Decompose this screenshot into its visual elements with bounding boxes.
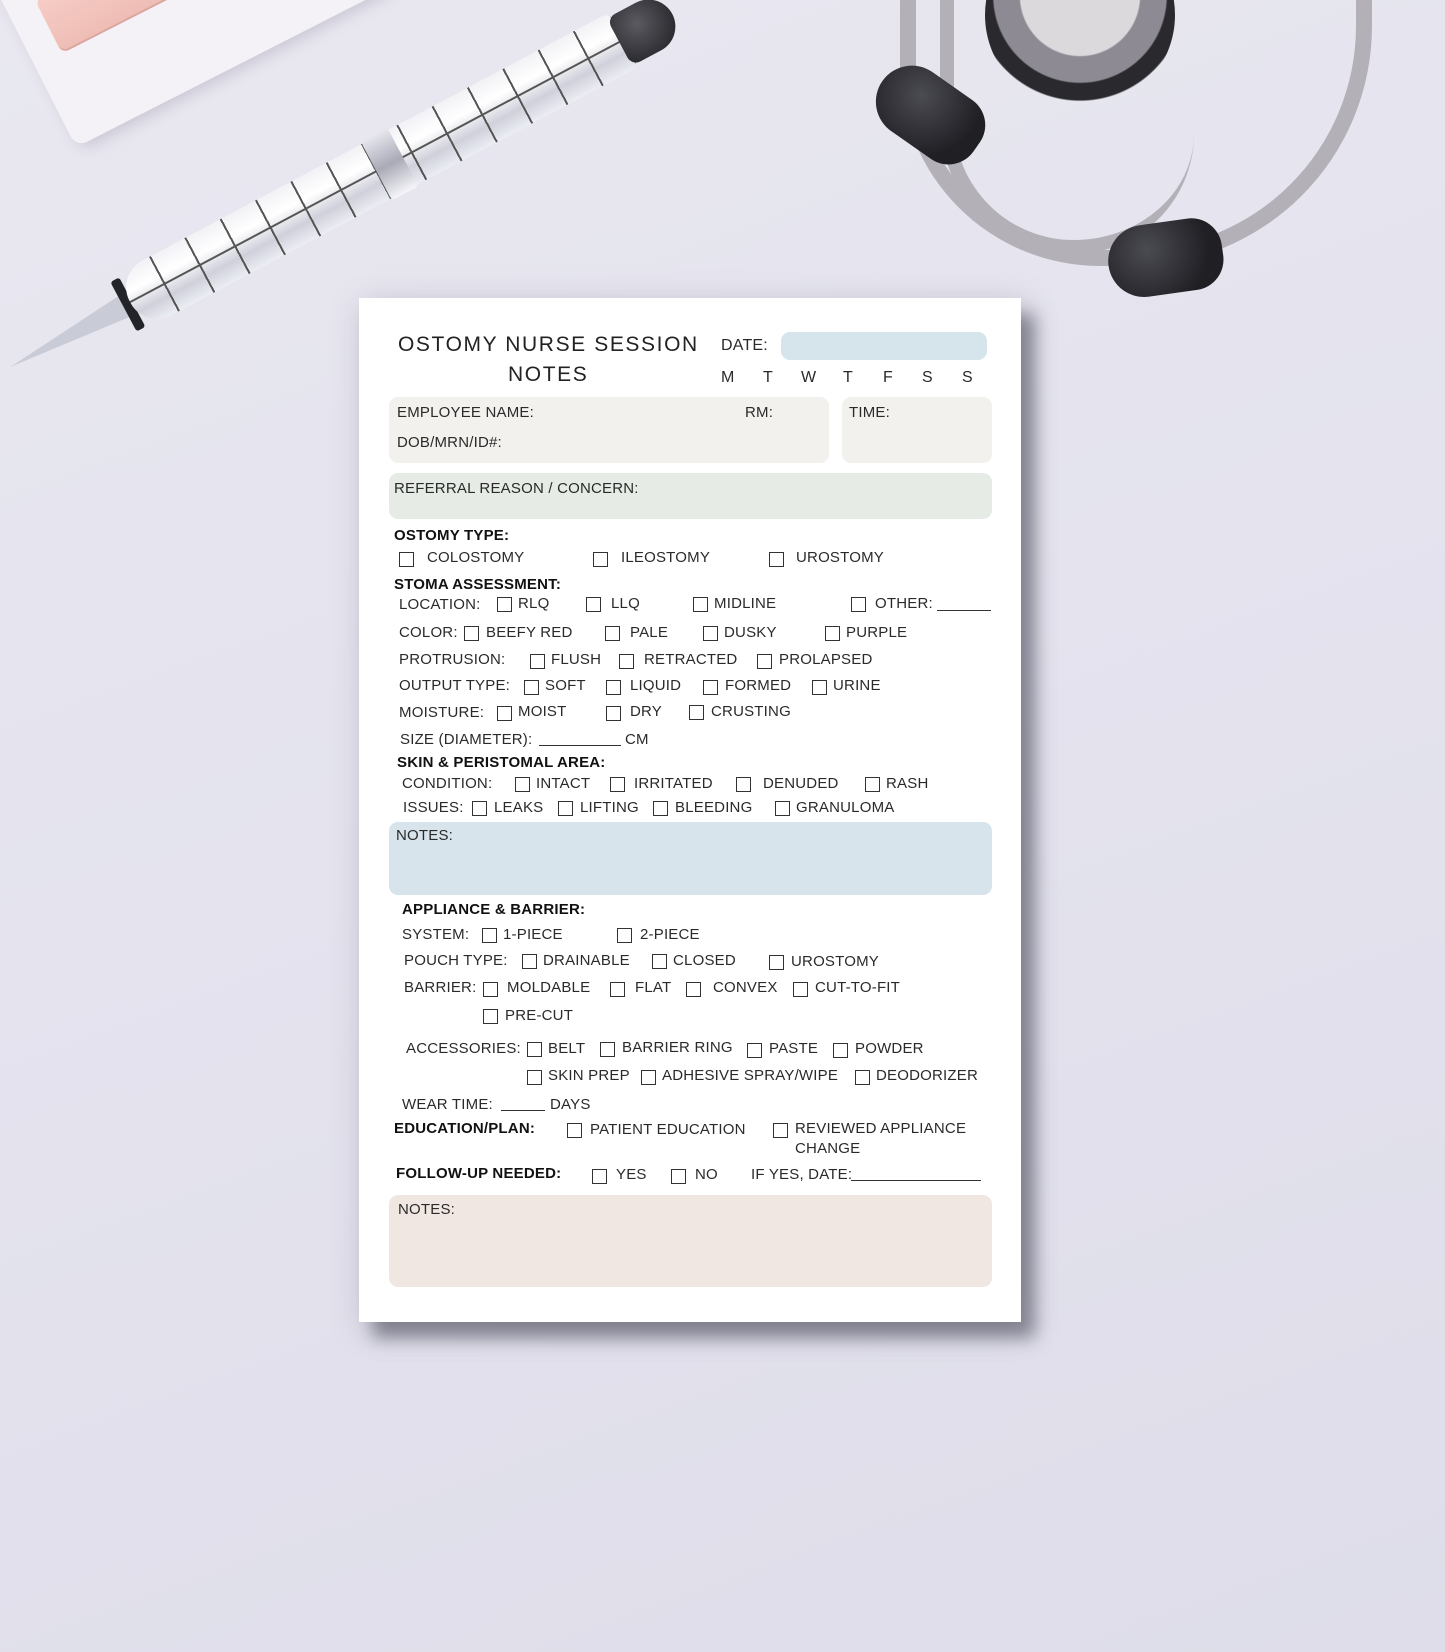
- color-dusky-checkbox[interactable]: [703, 626, 718, 641]
- protrusion-retracted-checkbox[interactable]: [619, 654, 634, 669]
- issues-bleeding-label: BLEEDING: [675, 799, 753, 816]
- accessory-deodorizer-checkbox[interactable]: [855, 1070, 870, 1085]
- weekday-thursday[interactable]: T: [843, 369, 853, 386]
- color-pale-label: PALE: [630, 624, 669, 641]
- reviewed-appliance-change-checkbox[interactable]: [773, 1123, 788, 1138]
- keyboard: [0, 0, 397, 147]
- issues-lifting-checkbox[interactable]: [558, 801, 573, 816]
- barrier-convex-checkbox[interactable]: [686, 982, 701, 997]
- condition-intact-label: INTACT: [536, 775, 591, 792]
- ostomy-session-form: [359, 298, 1021, 1322]
- location-midline-label: MIDLINE: [714, 595, 777, 612]
- accessory-powder-label: POWDER: [855, 1040, 924, 1057]
- accessory-belt-label: BELT: [548, 1040, 586, 1057]
- accessory-skin-prep-label: SKIN PREP: [548, 1067, 630, 1084]
- accessory-adhesive-spray-label: ADHESIVE SPRAY/WIPE: [662, 1067, 839, 1084]
- education-plan-heading: EDUCATION/PLAN:: [394, 1120, 536, 1137]
- date-field[interactable]: [781, 332, 987, 360]
- condition-intact-checkbox[interactable]: [515, 777, 530, 792]
- color-beefy-red-checkbox[interactable]: [464, 626, 479, 641]
- output-formed-checkbox[interactable]: [703, 680, 718, 695]
- issues-bleeding-checkbox[interactable]: [653, 801, 668, 816]
- output-urine-label: URINE: [833, 677, 881, 694]
- date-label: DATE:: [721, 337, 768, 354]
- output-soft-label: SOFT: [545, 677, 586, 694]
- moisture-dry-label: DRY: [630, 703, 662, 720]
- ostomy-type-heading: OSTOMY TYPE:: [394, 527, 510, 544]
- pouch-type-label: POUCH TYPE:: [404, 952, 508, 969]
- wear-time-label: WEAR TIME:: [402, 1096, 493, 1113]
- location-rlq-checkbox[interactable]: [497, 597, 512, 612]
- pen-tip: [5, 295, 131, 377]
- time-label: TIME:: [849, 404, 890, 421]
- output-liquid-label: LIQUID: [630, 677, 682, 694]
- barrier-moldable-label: MOLDABLE: [507, 979, 591, 996]
- accessory-barrier-ring-label: BARRIER RING: [622, 1039, 733, 1056]
- color-beefy-red-label: BEEFY RED: [486, 624, 573, 641]
- weekday-monday[interactable]: M: [721, 369, 735, 386]
- follow-up-date-input[interactable]: [851, 1180, 981, 1181]
- form-title-line2: NOTES: [508, 363, 589, 386]
- general-notes-label: NOTES:: [398, 1201, 456, 1218]
- colostomy-label: COLOSTOMY: [427, 549, 525, 566]
- condition-irritated-checkbox[interactable]: [610, 777, 625, 792]
- barrier-pre-cut-label: PRE-CUT: [505, 1007, 574, 1024]
- pouch-closed-checkbox[interactable]: [652, 954, 667, 969]
- issues-granuloma-checkbox[interactable]: [775, 801, 790, 816]
- dob-mrn-label: DOB/MRN/ID#:: [397, 434, 502, 451]
- pouch-closed-label: CLOSED: [673, 952, 736, 969]
- moisture-dry-checkbox[interactable]: [606, 706, 621, 721]
- accessory-skin-prep-checkbox[interactable]: [527, 1070, 542, 1085]
- rm-label: RM:: [745, 404, 774, 421]
- barrier-convex-label: CONVEX: [713, 979, 778, 996]
- keyboard-key: [35, 0, 276, 53]
- follow-up-heading: FOLLOW-UP NEEDED:: [396, 1165, 562, 1182]
- output-formed-label: FORMED: [725, 677, 792, 694]
- location-rlq-label: RLQ: [518, 595, 550, 612]
- color-purple-checkbox[interactable]: [825, 626, 840, 641]
- issues-granuloma-label: GRANULOMA: [796, 799, 895, 816]
- output-soft-checkbox[interactable]: [524, 680, 539, 695]
- reviewed-appliance-label: REVIEWED APPLIANCE: [795, 1120, 967, 1137]
- wear-time-unit: DAYS: [550, 1096, 591, 1113]
- skin-notes-field[interactable]: [389, 822, 992, 895]
- accessory-paste-checkbox[interactable]: [747, 1043, 762, 1058]
- follow-up-no-label: NO: [695, 1166, 718, 1183]
- accessory-barrier-ring-checkbox[interactable]: [600, 1042, 615, 1057]
- color-pale-checkbox[interactable]: [605, 626, 620, 641]
- accessory-adhesive-spray-checkbox[interactable]: [641, 1070, 656, 1085]
- issues-leaks-checkbox[interactable]: [472, 801, 487, 816]
- moisture-label: MOISTURE:: [399, 704, 485, 721]
- location-llq-label: LLQ: [611, 595, 640, 612]
- form-title-line1: OSTOMY NURSE SESSION: [398, 333, 699, 356]
- urostomy-checkbox[interactable]: [769, 552, 784, 567]
- follow-up-yes-label: YES: [616, 1166, 647, 1183]
- weekday-friday[interactable]: F: [883, 369, 893, 386]
- location-other-input[interactable]: [937, 610, 991, 611]
- condition-denuded-checkbox[interactable]: [736, 777, 751, 792]
- condition-label: CONDITION:: [402, 775, 493, 792]
- follow-up-date-label: IF YES, DATE:: [751, 1166, 853, 1183]
- employee-name-label: EMPLOYEE NAME:: [397, 404, 535, 421]
- system-2piece-checkbox[interactable]: [617, 928, 632, 943]
- accessories-label: ACCESSORIES:: [406, 1040, 521, 1057]
- location-other-label: OTHER:: [875, 595, 933, 612]
- color-purple-label: PURPLE: [846, 624, 908, 641]
- accessory-belt-checkbox[interactable]: [527, 1042, 542, 1057]
- skin-peristomal-heading: SKIN & PERISTOMAL AREA:: [397, 754, 606, 771]
- patient-education-label: PATIENT EDUCATION: [590, 1121, 746, 1138]
- barrier-flat-label: FLAT: [635, 979, 672, 996]
- output-type-label: OUTPUT TYPE:: [399, 677, 511, 694]
- system-label: SYSTEM:: [402, 926, 470, 943]
- protrusion-flush-checkbox[interactable]: [530, 654, 545, 669]
- follow-up-yes-checkbox[interactable]: [592, 1169, 607, 1184]
- issues-leaks-label: LEAKS: [494, 799, 544, 816]
- weekday-saturday[interactable]: S: [922, 369, 933, 386]
- follow-up-no-checkbox[interactable]: [671, 1169, 686, 1184]
- issues-lifting-label: LIFTING: [580, 799, 639, 816]
- condition-rash-checkbox[interactable]: [865, 777, 880, 792]
- system-1piece-checkbox[interactable]: [482, 928, 497, 943]
- colostomy-checkbox[interactable]: [399, 552, 414, 567]
- moisture-moist-label: MOIST: [518, 703, 567, 720]
- pouch-urostomy-checkbox[interactable]: [769, 955, 784, 970]
- barrier-flat-checkbox[interactable]: [610, 982, 625, 997]
- color-dusky-label: DUSKY: [724, 624, 777, 641]
- location-other-checkbox[interactable]: [851, 597, 866, 612]
- accessory-deodorizer-label: DEODORIZER: [876, 1067, 979, 1084]
- weekday-wednesday[interactable]: W: [801, 369, 817, 386]
- location-llq-checkbox[interactable]: [586, 597, 601, 612]
- system-2piece-label: 2-PIECE: [640, 926, 700, 943]
- barrier-cut-to-fit-label: CUT-TO-FIT: [815, 979, 901, 996]
- protrusion-prolapsed-label: PROLAPSED: [779, 651, 873, 668]
- system-1piece-label: 1-PIECE: [503, 926, 563, 943]
- accessory-paste-label: PASTE: [769, 1040, 819, 1057]
- condition-denuded-label: DENUDED: [763, 775, 839, 792]
- color-label: COLOR:: [399, 624, 458, 641]
- barrier-label: BARRIER:: [404, 979, 477, 996]
- moisture-moist-checkbox[interactable]: [497, 706, 512, 721]
- protrusion-label: PROTRUSION:: [399, 651, 506, 668]
- output-liquid-checkbox[interactable]: [606, 680, 621, 695]
- size-diameter-label: SIZE (DIAMETER):: [400, 731, 533, 748]
- size-unit-label: CM: [625, 731, 649, 748]
- issues-label: ISSUES:: [403, 799, 464, 816]
- ileostomy-checkbox[interactable]: [593, 552, 608, 567]
- reviewed-appliance-label-line2: CHANGE: [795, 1140, 861, 1157]
- stoma-assessment-heading: STOMA ASSESSMENT:: [394, 576, 562, 593]
- protrusion-flush-label: FLUSH: [551, 651, 602, 668]
- patient-education-checkbox[interactable]: [567, 1123, 582, 1138]
- urostomy-label: UROSTOMY: [796, 549, 884, 566]
- wear-time-input[interactable]: [501, 1110, 545, 1111]
- moisture-crusting-checkbox[interactable]: [689, 705, 704, 720]
- size-diameter-input[interactable]: [539, 745, 621, 746]
- output-urine-checkbox[interactable]: [812, 680, 827, 695]
- condition-irritated-label: IRRITATED: [634, 775, 713, 792]
- appliance-barrier-heading: APPLIANCE & BARRIER:: [402, 901, 586, 918]
- protrusion-prolapsed-checkbox[interactable]: [757, 654, 772, 669]
- general-notes-field[interactable]: [389, 1195, 992, 1287]
- pouch-urostomy-label: UROSTOMY: [791, 953, 879, 970]
- accessory-powder-checkbox[interactable]: [833, 1043, 848, 1058]
- condition-rash-label: RASH: [886, 775, 929, 792]
- weekday-sunday[interactable]: S: [962, 369, 973, 386]
- location-label: LOCATION:: [399, 596, 481, 613]
- pouch-drainable-label: DRAINABLE: [543, 952, 630, 969]
- ileostomy-label: ILEOSTOMY: [621, 549, 711, 566]
- weekday-tuesday[interactable]: T: [763, 369, 773, 386]
- barrier-pre-cut-checkbox[interactable]: [483, 1009, 498, 1024]
- skin-notes-label: NOTES:: [396, 827, 454, 844]
- protrusion-retracted-label: RETRACTED: [644, 651, 738, 668]
- barrier-moldable-checkbox[interactable]: [483, 982, 498, 997]
- barrier-cut-to-fit-checkbox[interactable]: [793, 982, 808, 997]
- moisture-crusting-label: CRUSTING: [711, 703, 791, 720]
- referral-label: REFERRAL REASON / CONCERN:: [394, 480, 639, 497]
- pouch-drainable-checkbox[interactable]: [522, 954, 537, 969]
- location-midline-checkbox[interactable]: [693, 597, 708, 612]
